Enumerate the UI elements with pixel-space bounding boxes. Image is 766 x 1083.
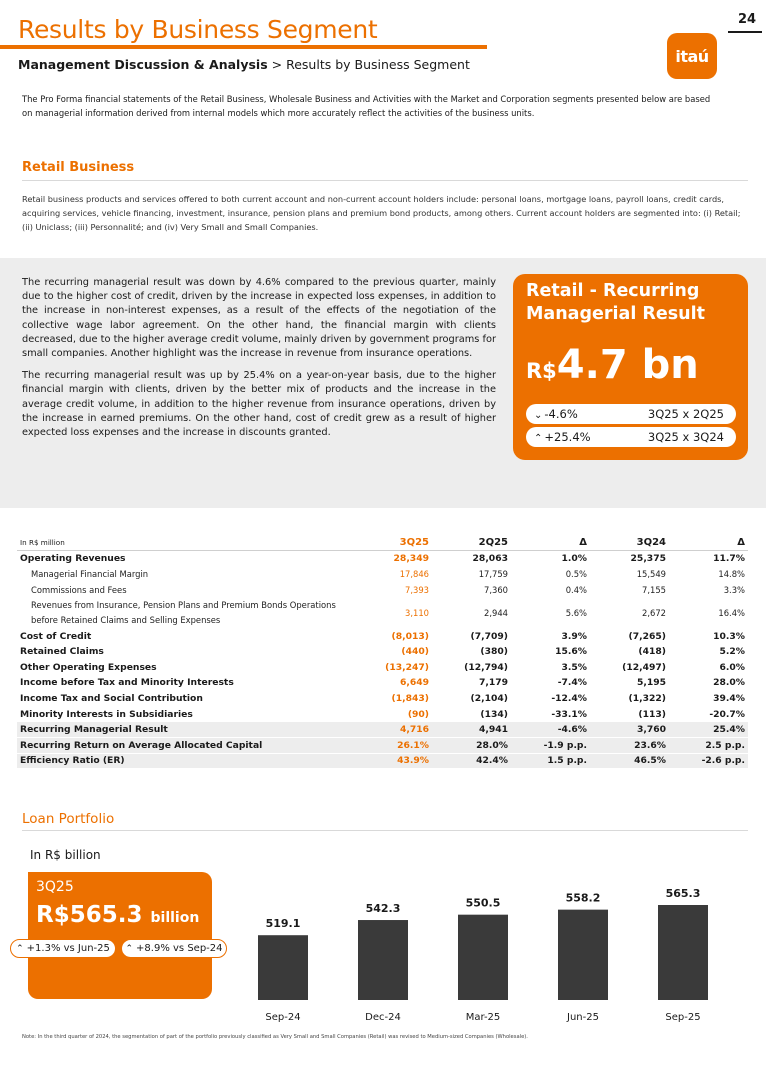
cell-delta-yoy: 6.0% <box>669 660 748 676</box>
row-label: Income Tax and Social Contribution <box>17 691 353 707</box>
table-row <box>17 644 748 660</box>
bar-value-label: 519.1 <box>265 917 301 931</box>
table-row <box>17 628 748 644</box>
row-label: Recurring Return on Average Allocated Capital <box>17 738 353 754</box>
x-tick-label: Sep-25 <box>665 1012 701 1023</box>
table-row <box>17 722 748 738</box>
kpi-currency: R$ <box>526 359 557 383</box>
cell-delta-yoy: 3.3% <box>669 582 748 598</box>
bar-value-label: 542.3 <box>365 902 401 916</box>
cell-3q24: 23.6% <box>590 738 669 754</box>
cell-delta-qoq: -12.4% <box>511 691 590 707</box>
cell-3q24: 7,155 <box>590 582 669 598</box>
cell-delta-yoy: -2.6 p.p. <box>669 753 748 769</box>
loan-section-rule <box>22 830 748 831</box>
title-rule <box>0 45 487 49</box>
row-label: Retained Claims <box>17 644 353 660</box>
breadcrumb-current: Results by Business Segment <box>286 57 470 72</box>
cell-3q25: 7,393 <box>353 582 432 598</box>
cell-3q25: 43.9% <box>353 753 432 769</box>
cell-delta-qoq: -1.9 p.p. <box>511 738 590 754</box>
cell-3q25: 17,846 <box>353 566 432 582</box>
cell-3q24: (113) <box>590 706 669 722</box>
loan-total-value: 565.3 <box>69 902 143 928</box>
row-label: Recurring Managerial Result <box>17 722 353 738</box>
x-tick-label: Sep-24 <box>265 1012 301 1023</box>
row-label: Cost of Credit <box>17 628 353 644</box>
cell-3q24: 2,672 <box>590 597 669 628</box>
loan-total-card <box>28 872 212 999</box>
cell-delta-yoy: 25.4% <box>669 722 748 738</box>
cell-3q25: 4,716 <box>353 722 432 738</box>
cell-2q25: (380) <box>432 644 511 660</box>
table-row <box>17 566 748 582</box>
loan-section-title: Loan Portfolio <box>22 811 115 827</box>
cell-delta-qoq: -4.6% <box>511 722 590 738</box>
bar-Sep-24 <box>258 935 308 1000</box>
cell-3q24: 5,195 <box>590 675 669 691</box>
chevron-down-icon: ⌄ <box>534 410 543 421</box>
cell-delta-qoq: 5.6% <box>511 597 590 628</box>
logo-text: itaú <box>675 46 709 66</box>
row-label: Managerial Financial Margin <box>17 566 353 582</box>
cell-3q24: 3,760 <box>590 722 669 738</box>
cell-3q24: (418) <box>590 644 669 660</box>
cell-3q25: (1,843) <box>353 691 432 707</box>
cell-delta-qoq: -33.1% <box>511 706 590 722</box>
bar-Sep-25 <box>658 905 708 1000</box>
kpi-amount: 4.7 bn <box>556 342 699 388</box>
table-row <box>17 753 748 769</box>
breadcrumb-section: Management Discussion & Analysis <box>18 57 268 72</box>
table-row <box>17 551 748 567</box>
page-title: Results by Business Segment <box>18 15 378 44</box>
kpi-qoq-change: -4.6% <box>544 407 578 421</box>
chevron-up-icon: ⌃ <box>534 433 543 444</box>
cell-3q25: (90) <box>353 706 432 722</box>
loan-yoy-text: +8.9% vs Sep-24 <box>136 943 223 954</box>
cell-3q24: (7,265) <box>590 628 669 644</box>
cell-delta-yoy: 28.0% <box>669 675 748 691</box>
cell-3q24: 46.5% <box>590 753 669 769</box>
retail-section-rule <box>22 180 748 181</box>
table-header-row <box>17 535 748 551</box>
column-header: 3Q25 <box>353 535 432 551</box>
cell-2q25: 7,179 <box>432 675 511 691</box>
cell-2q25: 4,941 <box>432 722 511 738</box>
column-header: 3Q24 <box>590 535 669 551</box>
cell-2q25: 2,944 <box>432 597 511 628</box>
loan-total <box>36 902 199 928</box>
analysis-paragraph-qoq: The recurring managerial result was down by 4.6% compared to the previous quarter, mainly due to the higher cost of credit, driven by the increase in expected loss expenses, in addition to the increase in non-interest expenses, as a result of the effects of the negotiation of the collective wage labor agreement. On the other hand, the financial margin with clients decreased, due to the higher average credit volume, mainly driven by government programs for small companies. Another highlight was the increase in revenue from insurance operations. <box>22 277 496 360</box>
cell-3q25: 6,649 <box>353 675 432 691</box>
bar-value-label: 558.2 <box>565 891 601 905</box>
loan-unit: In R$ billion <box>30 848 101 862</box>
cell-3q25: (13,247) <box>353 660 432 676</box>
cell-2q25: 28.0% <box>432 738 511 754</box>
table-row <box>17 691 748 707</box>
cell-3q25: 3,110 <box>353 597 432 628</box>
kpi-qoq-pill <box>526 404 736 424</box>
row-label: Revenues from Insurance, Pension Plans and Premium Bonds Operations before Retained Claims and Selling Expenses <box>17 597 353 628</box>
column-header: 2Q25 <box>432 535 511 551</box>
loan-total-unit: billion <box>150 910 200 926</box>
loan-period: 3Q25 <box>36 879 74 895</box>
itau-logo <box>667 33 717 79</box>
cell-delta-yoy: -20.7% <box>669 706 748 722</box>
table-row <box>17 660 748 676</box>
cell-2q25: (2,104) <box>432 691 511 707</box>
table-row <box>17 597 748 628</box>
bar-Mar-25 <box>458 915 508 1000</box>
cell-delta-yoy: 16.4% <box>669 597 748 628</box>
analysis-text <box>22 276 496 440</box>
table-row <box>17 738 748 754</box>
cell-delta-qoq: 3.5% <box>511 660 590 676</box>
row-label: Minority Interests in Subsidiaries <box>17 706 353 722</box>
kpi-yoy-change: +25.4% <box>544 430 591 444</box>
cell-3q24: 15,549 <box>590 566 669 582</box>
cell-delta-yoy: 39.4% <box>669 691 748 707</box>
row-label: Income before Tax and Minority Interests <box>17 675 353 691</box>
loan-qoq-text: +1.3% vs Jun-25 <box>26 943 110 954</box>
cell-2q25: 28,063 <box>432 551 511 567</box>
x-tick-label: Dec-24 <box>365 1012 401 1023</box>
kpi-yoy-pill <box>526 427 736 447</box>
row-label: Commissions and Fees <box>17 582 353 598</box>
row-label: Operating Revenues <box>17 551 353 567</box>
x-tick-label: Jun-25 <box>567 1012 599 1023</box>
bar-Dec-24 <box>358 920 408 1000</box>
cell-delta-yoy: 5.2% <box>669 644 748 660</box>
bar-value-label: 565.3 <box>665 887 701 900</box>
table-row <box>17 582 748 598</box>
cell-3q24: (1,322) <box>590 691 669 707</box>
bar-Jun-25 <box>558 910 608 1000</box>
kpi-value <box>526 342 699 388</box>
cell-2q25: 42.4% <box>432 753 511 769</box>
cell-delta-qoq: 15.6% <box>511 644 590 660</box>
breadcrumb-separator: > <box>271 57 283 72</box>
cell-2q25: (7,709) <box>432 628 511 644</box>
cell-2q25: 7,360 <box>432 582 511 598</box>
kpi-yoy-label: 3Q25 x 3Q24 <box>647 430 724 444</box>
chevron-up-icon: ⌃ <box>16 943 24 954</box>
cell-3q25: 28,349 <box>353 551 432 567</box>
kpi-qoq-label: 3Q25 x 2Q25 <box>647 407 724 421</box>
cell-3q24: (12,497) <box>590 660 669 676</box>
loan-yoy-pill <box>121 939 227 958</box>
footnote: Note: In the third quarter of 2024, the segmentation of part of the portfolio previously classified as Very Small and Small Companies (Retail) was revised to Medium-sized Companies (Wholesale). <box>22 1034 528 1040</box>
cell-2q25: 17,759 <box>432 566 511 582</box>
table-row <box>17 706 748 722</box>
table-unit: In R$ million <box>17 535 353 551</box>
table-row <box>17 675 748 691</box>
cell-2q25: (134) <box>432 706 511 722</box>
kpi-card <box>513 274 748 460</box>
analysis-paragraph-yoy: The recurring managerial result was up by 25.4% on a year-on-year basis, due to the higher financial margin with clients, driven by the better mix of products and the increase in the average credit volume, in addition to the higher revenue from insurance operations, driven by the increase in earned premiums. On the other hand, cost of credit grew as a result of higher expected loss expenses and the increase in discounts granted. <box>22 370 496 439</box>
cell-3q24: 25,375 <box>590 551 669 567</box>
cell-delta-qoq: -7.4% <box>511 675 590 691</box>
page-number-rule <box>728 31 762 33</box>
retail-section-title: Retail Business <box>22 160 135 175</box>
column-header: Δ <box>511 535 590 551</box>
cell-delta-qoq: 0.4% <box>511 582 590 598</box>
cell-delta-yoy: 14.8% <box>669 566 748 582</box>
loan-qoq-pill <box>10 939 116 958</box>
cell-delta-yoy: 10.3% <box>669 628 748 644</box>
cell-delta-yoy: 2.5 p.p. <box>669 738 748 754</box>
cell-2q25: (12,794) <box>432 660 511 676</box>
breadcrumb <box>18 57 470 72</box>
column-header: Δ <box>669 535 748 551</box>
cell-delta-qoq: 0.5% <box>511 566 590 582</box>
x-tick-label: Mar-25 <box>465 1012 501 1023</box>
cell-delta-yoy: 11.7% <box>669 551 748 567</box>
intro-paragraph: The Pro Forma financial statements of the Retail Business, Wholesale Business and Activities with the Market and Corporation segments presented below are based on managerial information derived from internal models which more accurately reflect the activities of the business units. <box>22 94 711 118</box>
chevron-up-icon: ⌃ <box>125 943 134 954</box>
cell-3q25: (440) <box>353 644 432 660</box>
cell-delta-qoq: 1.5 p.p. <box>511 753 590 769</box>
cell-delta-qoq: 3.9% <box>511 628 590 644</box>
loan-portfolio-chart <box>230 870 730 1030</box>
row-label: Efficiency Ratio (ER) <box>17 753 353 769</box>
cell-delta-qoq: 1.0% <box>511 551 590 567</box>
retail-description: Retail business products and services offered to both current account and non-current account holders include: personal loans, mortgage loans, payroll loans, credit cards, acquiring services, vehicle financing, investment, insurance, pension plans and premium bond products, among others. Current account holders are segmented into: (i) Retail; (ii) Uniclass; (iii) Personnalité; and (iv) Very Small and Small Companies. <box>22 194 741 232</box>
cell-3q25: (8,013) <box>353 628 432 644</box>
results-table <box>17 535 748 769</box>
loan-total-currency: R$ <box>36 902 70 928</box>
page-number: 24 <box>738 12 757 27</box>
row-label: Other Operating Expenses <box>17 660 353 676</box>
kpi-title: Retail - Recurring Managerial Result <box>526 281 705 324</box>
cell-3q25: 26.1% <box>353 738 432 754</box>
bar-value-label: 550.5 <box>465 896 501 910</box>
